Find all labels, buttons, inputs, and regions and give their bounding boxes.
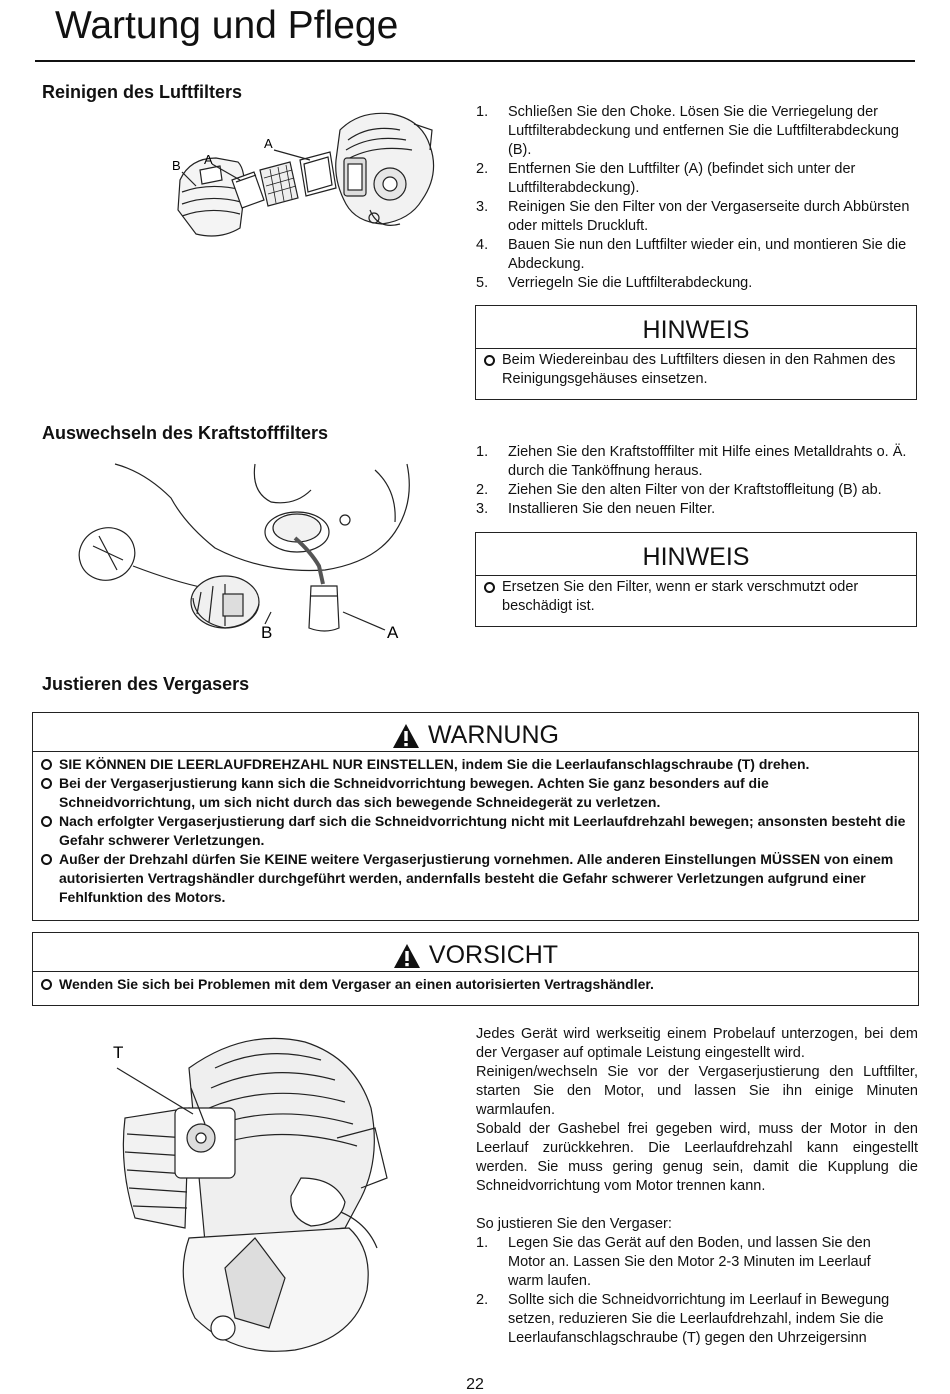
carburetor-label-t: T <box>113 1043 124 1062</box>
list-item: 1. Ziehen Sie den Kraftstofffilter mit Hilfe eines Metalldrahts o. Ä. durch die Tanköffnung heraus. <box>476 444 907 479</box>
intro-paragraph: Reinigen/wechseln Sie vor der Vergaserjustierung den Luftfilter, starten Sie den Motor, und lassen Sie ihn einige Minuten warmlaufen. <box>476 1064 918 1118</box>
note-item: Ersetzen Sie den Filter, wenn er stark verschmutzt oder beschädigt ist. <box>476 576 916 616</box>
intro-paragraph: Jedes Gerät wird werkseitig einem Probelauf unterzogen, bei dem der Vergaser auf optimale Leistung eingestellt wird. <box>476 1026 918 1061</box>
list-item: 4. Bauen Sie nun den Luftfilter wieder ein, und montieren Sie die Abdeckung. <box>476 237 907 272</box>
carburetor-heading: Justieren des Vergasers <box>42 674 250 694</box>
bullet-circle-icon <box>41 778 52 789</box>
list-item: 2. Entfernen Sie den Luftfilter (A) (befindet sich unter der Luftfilterabdeckung). <box>476 161 856 196</box>
page-number: 22 <box>466 1376 484 1393</box>
carburetor-text <box>476 1025 918 1348</box>
procedure-title: So justieren Sie den Vergaser: <box>476 1216 672 1232</box>
bullet-circle-icon <box>41 759 52 770</box>
warning-item: Nach erfolgter Vergaserjustierung darf sich die Schneidvorrichtung nicht mit Leerlaufdrehzahl bewegen; ansonsten besteht die Gefahr schwerer Verletzungen. <box>33 812 908 850</box>
fuel-filter-steps <box>476 443 920 519</box>
air-filter-label-a2: A <box>264 136 273 151</box>
air-filter-label-a1: A <box>204 152 213 167</box>
fuel-filter-note-box <box>475 532 917 627</box>
caution-box <box>32 932 919 1006</box>
fuel-filter-label-a: A <box>387 623 399 642</box>
fuel-filter-label-b: B <box>261 623 273 642</box>
page-title: Wartung und Pflege <box>55 4 399 47</box>
warning-item: Bei der Vergaserjustierung kann sich die Schneidvorrichtung bewegen. Achten Sie ganz besonders auf die Schneidvorrichtung, um sich nicht durch das sich bewegende Schneidegerät zu verletzen. <box>33 774 908 812</box>
warning-title: WARNUNG <box>427 721 559 749</box>
air-filter-steps <box>476 103 916 293</box>
list-item: 1. Legen Sie das Gerät auf den Boden, und lassen Sie den Motor an. Lassen Sie den Motor 2-3 Minuten im Leerlauf warm laufen. <box>476 1235 871 1289</box>
list-item: 1. Schließen Sie den Choke. Lösen Sie die Verriegelung der Luftfilterabdeckung und entfernen Sie die Luftfilterabdeckung (B). <box>476 104 899 158</box>
list-item: 5. Verriegeln Sie die Luftfilterabdeckung. <box>476 275 753 291</box>
warning-item: Außer der Drehzahl dürfen Sie KEINE weitere Vergaserjustierung vornehmen. Alle anderen Einstellungen MÜSSEN von einem autorisierten Vertragshändler durchgeführt werden, andernfalls besteht die Gefahr schwerer Verletzungen aufgrund einer Fehlfunktion des Motors. <box>33 850 908 907</box>
note-item: Beim Wiedereinbau des Luftfilters diesen in den Rahmen des Reinigungsgehäuses einsetzen. <box>476 349 916 389</box>
list-item: 2. Sollte sich die Schneidvorrichtung im Leerlauf in Bewegung setzen, reduzieren Sie die Leerlaufdrehzahl, indem Sie die Leerlaufanschlagschraube (T) gegen den Uhrzeigersinn <box>476 1292 890 1346</box>
bullet-circle-icon <box>41 979 52 990</box>
bullet-circle-icon <box>41 816 52 827</box>
fuel-filter-heading: Auswechseln des Kraftstofffilters <box>42 423 329 443</box>
bullet-circle-icon <box>484 582 495 593</box>
warning-box <box>32 712 919 921</box>
fuel-filter-illustration <box>75 462 440 642</box>
warning-triangle-icon <box>393 943 421 969</box>
bullet-circle-icon <box>41 854 52 865</box>
carburetor-steps <box>476 1234 900 1348</box>
air-filter-illustration <box>160 100 450 250</box>
warning-header <box>33 713 918 752</box>
bullet-circle-icon <box>484 355 495 366</box>
list-item: 2. Ziehen Sie den alten Filter von der Kraftstoffleitung (B) ab. <box>476 482 882 498</box>
air-filter-note-box <box>475 305 917 400</box>
intro-paragraph: Sobald der Gashebel frei gegeben wird, muss der Motor in den Leerlauf zurückkehren. Die Leerlaufdrehzahl kann eingestellt werden. Sie muss gering genug sein, damit die Kupplung die Schneidvorrichtung vom Motor trennen kann. <box>476 1121 918 1194</box>
title-rule <box>35 60 915 62</box>
warning-triangle-icon <box>392 723 420 749</box>
air-filter-heading: Reinigen des Luftfilters <box>42 82 243 102</box>
note-title: HINWEIS <box>476 533 916 576</box>
caution-title: VORSICHT <box>428 941 559 969</box>
note-title: HINWEIS <box>476 306 916 349</box>
list-item: 3. Reinigen Sie den Filter von der Vergaserseite durch Abbürsten oder mittels Druckluft. <box>476 199 910 234</box>
warning-item: SIE KÖNNEN DIE LEERLAUFDREHZAHL NUR EINSTELLEN, indem Sie die Leerlaufanschlagschraube (T) drehen. <box>33 755 908 774</box>
carburetor-engine-illustration <box>105 1028 395 1368</box>
caution-item: Wenden Sie sich bei Problemen mit dem Vergaser an einen autorisierten Vertragshändler. <box>33 975 908 994</box>
caution-header <box>33 933 918 972</box>
list-item: 3. Installieren Sie den neuen Filter. <box>476 501 716 517</box>
air-filter-label-b: B <box>172 158 181 173</box>
